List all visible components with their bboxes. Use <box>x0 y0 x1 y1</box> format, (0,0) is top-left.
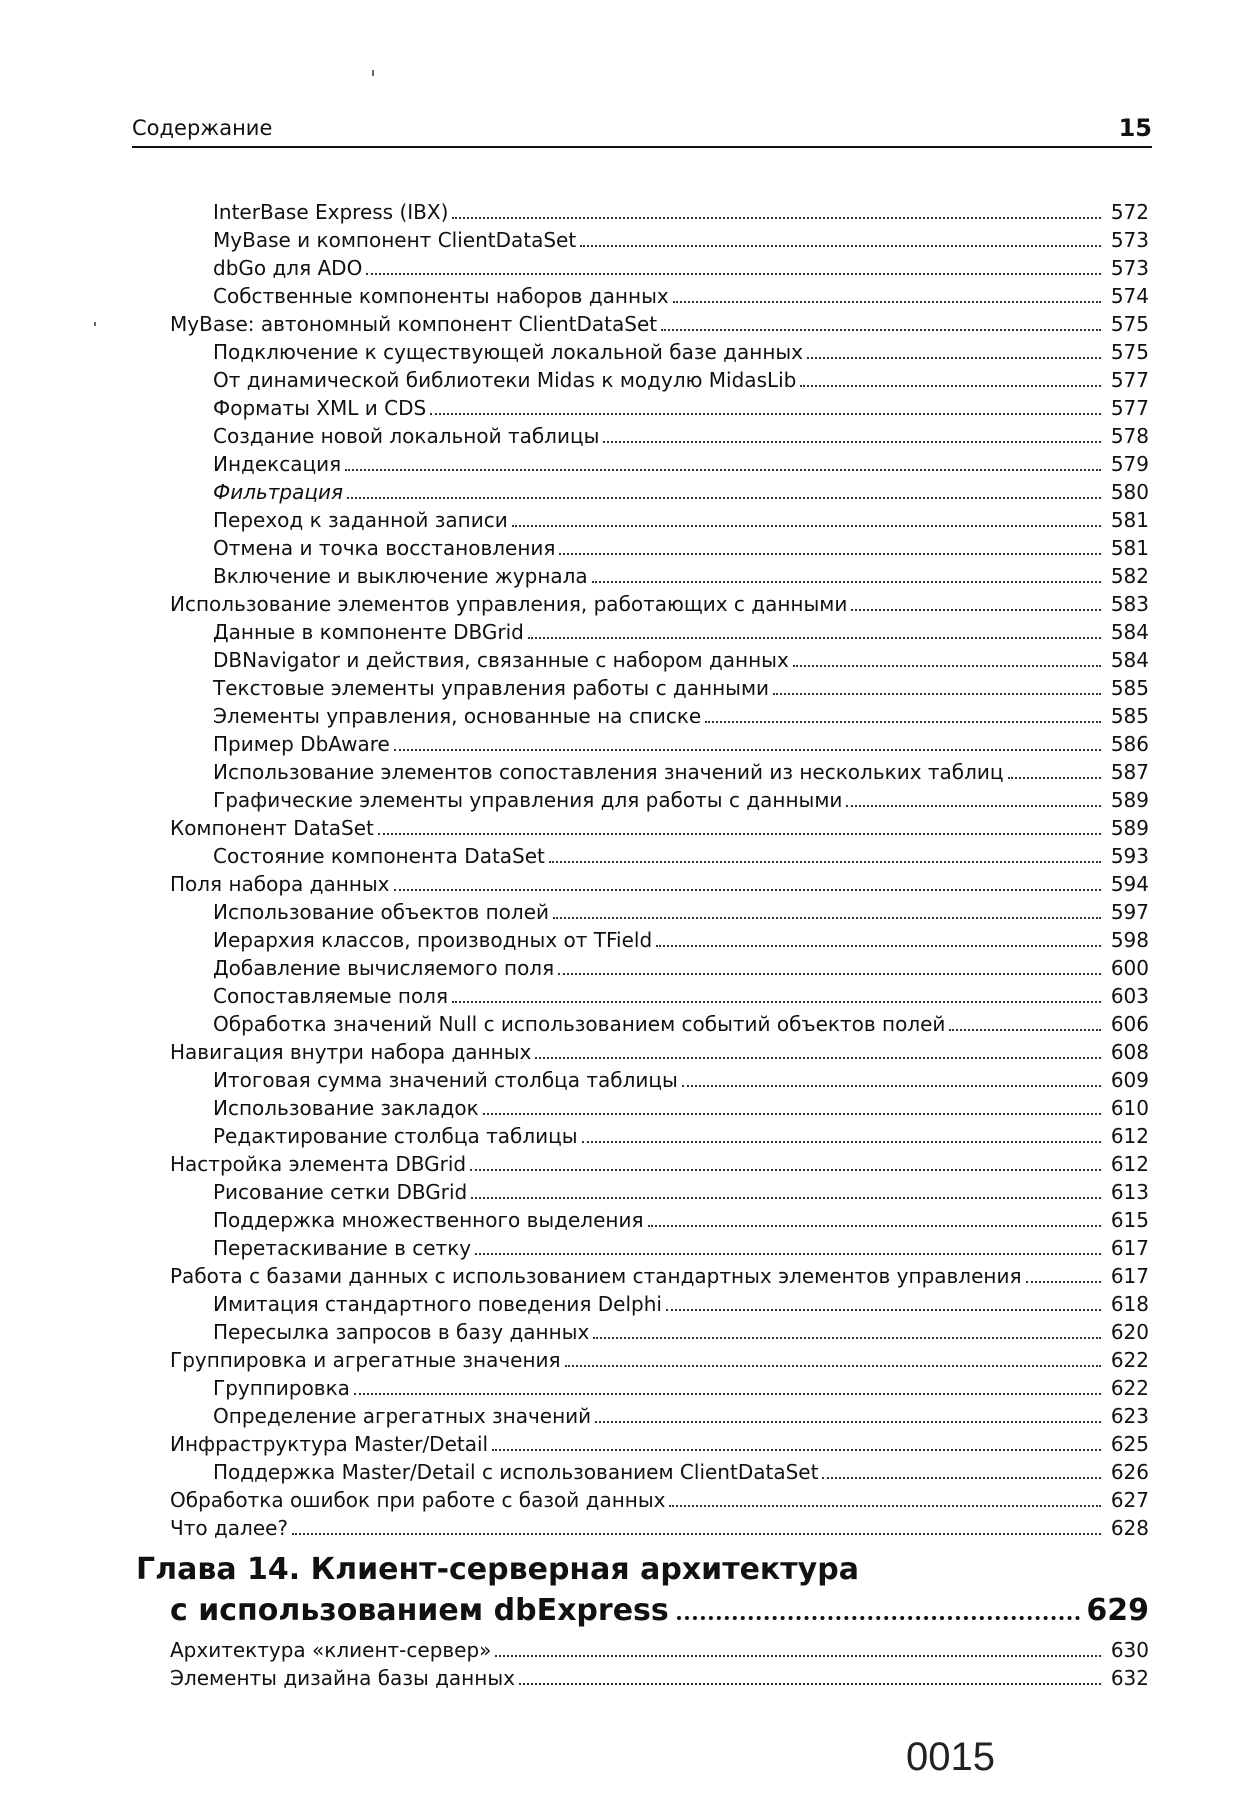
toc-entry-page: 622 <box>1110 1376 1149 1400</box>
dot-leader <box>558 973 1101 975</box>
toc-entry[interactable] <box>0 478 1149 506</box>
toc-entry-page: 577 <box>1110 396 1149 420</box>
toc-entry[interactable] <box>0 562 1149 590</box>
chapter-heading[interactable] <box>0 1550 1246 1632</box>
toc-entry-title: Элементы управления, основанные на списке <box>213 704 702 728</box>
dot-leader <box>512 525 1101 527</box>
dot-leader <box>354 1393 1101 1395</box>
toc-entry[interactable] <box>0 1374 1149 1402</box>
toc-entries-before <box>0 198 1246 1542</box>
toc-entry-title: Итоговая сумма значений столбца таблицы <box>213 1068 678 1092</box>
toc-entry-page: 579 <box>1110 452 1149 476</box>
dot-leader <box>705 721 1101 723</box>
toc-entry-title: Создание новой локальной таблицы <box>213 424 600 448</box>
dot-leader <box>394 749 1101 751</box>
toc-entry[interactable] <box>0 646 1149 674</box>
dot-leader <box>345 469 1101 471</box>
toc-entry-page: 573 <box>1110 256 1149 280</box>
toc-entry[interactable] <box>0 1430 1149 1458</box>
toc-entry-title: Индексация <box>213 452 342 476</box>
toc-entry-title: Поддержка Master/Detail с использованием ClientDataSet <box>213 1460 819 1484</box>
dot-leader <box>430 413 1101 415</box>
toc-entry[interactable] <box>0 1514 1149 1542</box>
dot-leader <box>682 1085 1101 1087</box>
dot-leader <box>565 1365 1101 1367</box>
dot-leader <box>582 1141 1101 1143</box>
toc-entry-title: Настройка элемента DBGrid <box>170 1152 467 1176</box>
toc-entry-page: 585 <box>1110 676 1149 700</box>
toc-entry-title: dbGo для ADO <box>213 256 363 280</box>
toc-entry-page: 581 <box>1110 536 1149 560</box>
toc-entry[interactable] <box>0 1010 1149 1038</box>
dot-leader <box>949 1029 1101 1031</box>
toc-entry-title: Данные в компоненте DBGrid <box>213 620 524 644</box>
toc-entry[interactable] <box>0 898 1149 926</box>
toc-entry-title: MyBase: автономный компонент ClientDataSet <box>170 312 658 336</box>
toc-entry-page: 615 <box>1110 1208 1149 1232</box>
toc-entry-title: Собственные компоненты наборов данных <box>213 284 669 308</box>
toc-entry-page: 583 <box>1110 592 1149 616</box>
dot-leader <box>535 1057 1101 1059</box>
toc-entry-title: Имитация стандартного поведения Delphi <box>213 1292 662 1316</box>
dot-leader <box>807 357 1101 359</box>
toc-entry[interactable] <box>0 1234 1149 1262</box>
toc-entry-page: 617 <box>1110 1264 1149 1288</box>
toc-entry[interactable] <box>0 674 1149 702</box>
toc-entry-page: 587 <box>1110 760 1149 784</box>
toc-entry[interactable] <box>0 506 1149 534</box>
toc-entry-page: 613 <box>1110 1180 1149 1204</box>
dot-leader <box>471 1197 1101 1199</box>
toc-entry[interactable] <box>0 758 1149 786</box>
toc-entry[interactable] <box>0 1094 1149 1122</box>
toc-entry[interactable] <box>0 1122 1149 1150</box>
toc-entry[interactable] <box>0 1178 1149 1206</box>
toc-entry[interactable] <box>0 1486 1149 1514</box>
toc-entry[interactable] <box>0 534 1149 562</box>
chapter-title-line2 <box>0 1590 1149 1632</box>
dot-leader <box>378 833 1101 835</box>
toc-entry-page: 622 <box>1110 1348 1149 1372</box>
dot-leader <box>549 861 1101 863</box>
toc-entry[interactable] <box>0 450 1149 478</box>
toc-entry-page: 612 <box>1110 1152 1149 1176</box>
dot-leader <box>553 917 1101 919</box>
toc-entries-after <box>0 1636 1246 1692</box>
toc-entry-title: Перетаскивание в сетку <box>213 1236 472 1260</box>
toc-entry-page: 585 <box>1110 704 1149 728</box>
toc-entry-title: Использование объектов полей <box>213 900 550 924</box>
toc-entry-page: 577 <box>1110 368 1149 392</box>
toc-entry-page: 582 <box>1110 564 1149 588</box>
toc-entry-title: Обработка ошибок при работе с базой данных <box>170 1488 666 1512</box>
toc-entry[interactable] <box>0 1290 1149 1318</box>
dot-leader <box>822 1477 1101 1479</box>
toc-entry-page: 623 <box>1110 1404 1149 1428</box>
toc-entry[interactable] <box>0 198 1149 226</box>
toc-entry[interactable] <box>0 1206 1149 1234</box>
toc-entry[interactable] <box>0 1664 1149 1692</box>
toc-entry[interactable] <box>0 926 1149 954</box>
toc-entry-title: Определение агрегатных значений <box>213 1404 592 1428</box>
toc-entry-title: Что далее? <box>170 1516 289 1540</box>
toc-entry[interactable] <box>0 730 1149 758</box>
toc-entry-title: Использование элементов сопоставления значений из нескольких таблиц <box>213 760 1004 784</box>
toc-entry[interactable] <box>0 1150 1149 1178</box>
dot-leader <box>595 1421 1101 1423</box>
toc-entry-title: Инфраструктура Master/Detail <box>170 1432 489 1456</box>
toc-entry-page: 617 <box>1110 1236 1149 1260</box>
dot-leader <box>666 1309 1101 1311</box>
toc-entry[interactable] <box>0 282 1149 310</box>
dot-leader <box>1026 1281 1102 1283</box>
toc-entry-title: Пересылка запросов в базу данных <box>213 1320 590 1344</box>
dot-leader <box>593 1337 1101 1339</box>
toc-entry-page: 620 <box>1110 1320 1149 1344</box>
dot-leader <box>661 329 1101 331</box>
toc-entry-page: 584 <box>1110 648 1149 672</box>
toc-entry[interactable] <box>0 870 1149 898</box>
dot-leader <box>648 1225 1102 1227</box>
dot-leader <box>773 693 1101 695</box>
toc-entry[interactable] <box>0 982 1149 1010</box>
toc-entry-title: Текстовые элементы управления работы с данными <box>213 676 770 700</box>
toc-entry-page: 572 <box>1110 200 1149 224</box>
toc-entry-title: Включение и выключение журнала <box>213 564 588 588</box>
scan-speck <box>372 70 374 76</box>
toc-entry-title: Иерархия классов, производных от TField <box>213 928 653 952</box>
toc-entry-title: Группировка и агрегатные значения <box>170 1348 561 1372</box>
dot-leader <box>673 301 1101 303</box>
toc-entry-page: 626 <box>1110 1460 1149 1484</box>
toc-entry-page: 589 <box>1110 788 1149 812</box>
toc-entry-page: 606 <box>1110 1012 1149 1036</box>
toc-entry-title: Пример DbAware <box>213 732 390 756</box>
toc-entry[interactable] <box>0 1038 1149 1066</box>
toc-entry-page: 581 <box>1110 508 1149 532</box>
toc-entry-page: 632 <box>1110 1666 1149 1690</box>
toc-entry-title: Поля набора данных <box>170 872 390 896</box>
toc-entry-page: 612 <box>1110 1124 1149 1148</box>
dot-leader <box>846 805 1101 807</box>
toc-entry-title: Переход к заданной записи <box>213 508 508 532</box>
toc-entry[interactable] <box>0 1346 1149 1374</box>
toc-entry[interactable] <box>0 1458 1149 1486</box>
toc-entry[interactable] <box>0 954 1149 982</box>
toc-entry[interactable] <box>0 1318 1149 1346</box>
toc-entry[interactable] <box>0 1262 1149 1290</box>
toc-entry-title: Архитектура «клиент-сервер» <box>170 1638 492 1662</box>
dot-leader <box>394 889 1101 891</box>
toc-entry-title: Поддержка множественного выделения <box>213 1208 644 1232</box>
toc-entry[interactable] <box>0 394 1149 422</box>
toc-entry-page: 600 <box>1110 956 1149 980</box>
dot-leader <box>492 1449 1101 1451</box>
dot-leader <box>452 1001 1101 1003</box>
toc-entry-title: Подключение к существующей локальной базе данных <box>213 340 804 364</box>
toc-entry[interactable] <box>0 310 1149 338</box>
chapter-page-number: 629 <box>1086 1593 1149 1628</box>
toc-entry-title: Работа с базами данных с использованием стандартных элементов управления <box>170 1264 1022 1288</box>
dot-leader <box>347 497 1101 499</box>
dot-leader <box>669 1505 1101 1507</box>
dot-leader <box>851 609 1101 611</box>
toc-entry[interactable] <box>0 422 1149 450</box>
toc-entry-page: 597 <box>1110 900 1149 924</box>
chapter-title-line1: Глава 14. Клиент-серверная архитектура <box>136 1552 859 1587</box>
toc-entry-title: Редактирование столбца таблицы <box>213 1124 578 1148</box>
toc-entry[interactable] <box>0 338 1149 366</box>
toc-entry-title: Использование элементов управления, работающих с данными <box>170 592 848 616</box>
header-page-number: 15 <box>1118 114 1152 142</box>
dot-leader <box>580 245 1101 247</box>
toc-entry-title: Использование закладок <box>213 1096 479 1120</box>
toc-entry[interactable] <box>0 590 1149 618</box>
toc-entry[interactable] <box>0 814 1149 842</box>
toc-entry-page: 628 <box>1110 1516 1149 1540</box>
dot-leader <box>366 273 1101 275</box>
toc-entry-page: 578 <box>1110 424 1149 448</box>
toc-entry-page: 627 <box>1110 1488 1149 1512</box>
toc-entry-title: Навигация внутри набора данных <box>170 1040 532 1064</box>
dot-leader <box>656 945 1101 947</box>
toc-entry-title: DBNavigator и действия, связанные с набором данных <box>213 648 789 672</box>
toc-entry[interactable] <box>0 366 1149 394</box>
toc-entry-page: 573 <box>1110 228 1149 252</box>
dot-leader <box>495 1655 1101 1657</box>
toc-entry-page: 589 <box>1110 816 1149 840</box>
toc-entry-page: 580 <box>1110 480 1149 504</box>
toc-entry-title: Рисование сетки DBGrid <box>213 1180 468 1204</box>
dot-leader <box>1008 777 1101 779</box>
toc-entry[interactable] <box>0 226 1149 254</box>
toc-entry-title: Состояние компонента DataSet <box>213 844 545 868</box>
toc-entry[interactable] <box>0 786 1149 814</box>
toc-entry[interactable] <box>0 1636 1149 1664</box>
toc-entry-page: 625 <box>1110 1432 1149 1456</box>
running-header <box>132 112 1152 148</box>
toc-entry-page: 603 <box>1110 984 1149 1008</box>
dot-leader <box>603 441 1101 443</box>
toc-entry-title: Группировка <box>213 1376 350 1400</box>
toc-entry-title: MyBase и компонент ClientDataSet <box>213 228 577 252</box>
toc-entry-page: 584 <box>1110 620 1149 644</box>
dot-leader <box>483 1113 1101 1115</box>
dot-leader <box>475 1253 1101 1255</box>
dot-leader <box>559 553 1101 555</box>
toc-entry-page: 574 <box>1110 284 1149 308</box>
toc-entry[interactable] <box>0 842 1149 870</box>
table-of-contents <box>0 198 1246 1692</box>
toc-entry-title: Добавление вычисляемого поля <box>213 956 555 980</box>
toc-entry-page: 593 <box>1110 844 1149 868</box>
dot-leader <box>528 637 1101 639</box>
dot-leader <box>519 1683 1101 1685</box>
toc-entry-title: InterBase Express (IBX) <box>213 200 449 224</box>
toc-entry-page: 586 <box>1110 732 1149 756</box>
toc-entry-title: Графические элементы управления для работы с данными <box>213 788 843 812</box>
header-title: Содержание <box>132 116 273 140</box>
toc-entry[interactable] <box>0 1402 1149 1430</box>
dot-leader <box>800 385 1101 387</box>
dot-leader <box>793 665 1101 667</box>
toc-entry[interactable] <box>0 254 1149 282</box>
toc-entry-title: Сопоставляемые поля <box>213 984 448 1008</box>
toc-entry-page: 609 <box>1110 1068 1149 1092</box>
dot-leader <box>470 1169 1101 1171</box>
toc-entry-page: 608 <box>1110 1040 1149 1064</box>
toc-entry-page: 618 <box>1110 1292 1149 1316</box>
toc-entry-title: Отмена и точка восстановления <box>213 536 556 560</box>
toc-entry-page: 594 <box>1110 872 1149 896</box>
dot-leader <box>677 1616 1081 1620</box>
toc-entry[interactable] <box>0 1066 1149 1094</box>
toc-entry[interactable] <box>0 702 1149 730</box>
toc-entry-title: От динамической библиотеки Midas к модулю MidasLib <box>213 368 797 392</box>
toc-entry[interactable] <box>0 618 1149 646</box>
toc-entry-page: 610 <box>1110 1096 1149 1120</box>
toc-entry-title: Компонент DataSet <box>170 816 374 840</box>
chapter-title-text: с использованием dbExpress <box>170 1593 669 1628</box>
scan-page-number: 0015 <box>906 1735 995 1779</box>
toc-entry-title: Обработка значений Null с использованием событий объектов полей <box>213 1012 946 1036</box>
toc-entry-page: 575 <box>1110 340 1149 364</box>
toc-entry-title: Форматы XML и CDS <box>213 396 427 420</box>
dot-leader <box>592 581 1101 583</box>
toc-entry-page: 598 <box>1110 928 1149 952</box>
toc-entry-title: Фильтрация <box>213 480 344 504</box>
toc-entry-title: Элементы дизайна базы данных <box>170 1666 515 1690</box>
toc-entry-page: 630 <box>1110 1638 1149 1662</box>
dot-leader <box>452 217 1101 219</box>
toc-entry-page: 575 <box>1110 312 1149 336</box>
dot-leader <box>292 1533 1101 1535</box>
